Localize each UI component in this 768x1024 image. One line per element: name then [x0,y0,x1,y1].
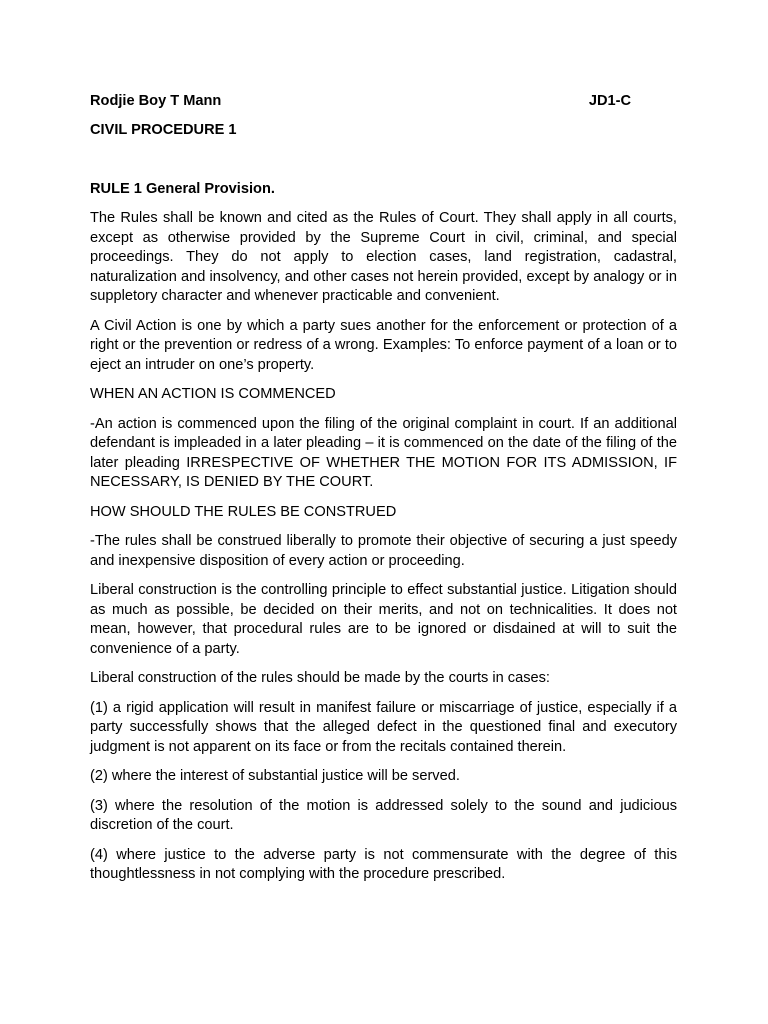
paragraph-cases-intro: Liberal construction of the rules should be made by the courts in cases: [90,670,550,686]
list-item: (1) a rigid application will result in manifest failure or miscarriage of justice, especially if a party successfully shows that the alleged defect in the questioned final and executory judgment is not apparent on its face or from the recitals contained therein. [90,699,677,755]
rule-heading: RULE 1 General Provision. [90,180,275,197]
course-code: JD1-C [588,93,631,109]
list-item: (4) where justice to the adverse party is not commensurate with the degree of this thoughtlessness in not complying with the procedure prescribed. [90,846,677,882]
list-item: (2) where the interest of substantial justice will be served. [90,768,460,784]
document-content [90,92,677,885]
paragraph-civil-action: A Civil Action is one by which a party sues another for the enforcement or protection of a right or the prevention or redress of a wrong. Examples: To enforce payment of a loan or to eject an intruder on one’s property. [90,317,677,373]
list-item: (3) where the resolution of the motion is addressed solely to the sound and judicious discretion of the court. [90,797,677,833]
student-name: Rodjie Boy T Mann [90,93,222,109]
section-heading-construed: HOW SHOULD THE RULES BE CONSTRUED [90,503,397,520]
paragraph-commenced: -An action is commenced upon the filing of the original complaint in court. If an additional defendant is impleaded in a later pleading – it is commenced on the date of the filing of the later pleading IRRESPECTIVE OF WHETHER THE MOTION FOR ITS ADMISSION, IF NECESSARY, IS DENIED BY THE COURT. [90,415,677,490]
paragraph-rules-of-court: The Rules shall be known and cited as the Rules of Court. They shall apply in all courts, except as otherwise provided by the Supreme Court in civil, criminal, and special proceedings. They do not apply to election cases, land registration, cadastral, naturalization and insolvency, and other cases not herein provided, except by analogy or in suppletory character and whenever practicable and convenient. [90,210,677,304]
paragraph-liberal-construction: Liberal construction is the controlling principle to effect substantial justice. Litigation should as much as possible, be decided on their merits, and not on technicalities. It does not mean, however, that procedural rules are to be ignored or disdained at will to suit the convenience of a party. [90,582,677,657]
document-header [90,92,677,112]
paragraph-construed: -The rules shall be construed liberally to promote their objective of securing a just speedy and inexpensive disposition of every action or proceeding. [90,533,677,569]
document-title: CIVIL PROCEDURE 1 [90,122,237,138]
section-heading-commenced: WHEN AN ACTION IS COMMENCED [90,386,336,402]
